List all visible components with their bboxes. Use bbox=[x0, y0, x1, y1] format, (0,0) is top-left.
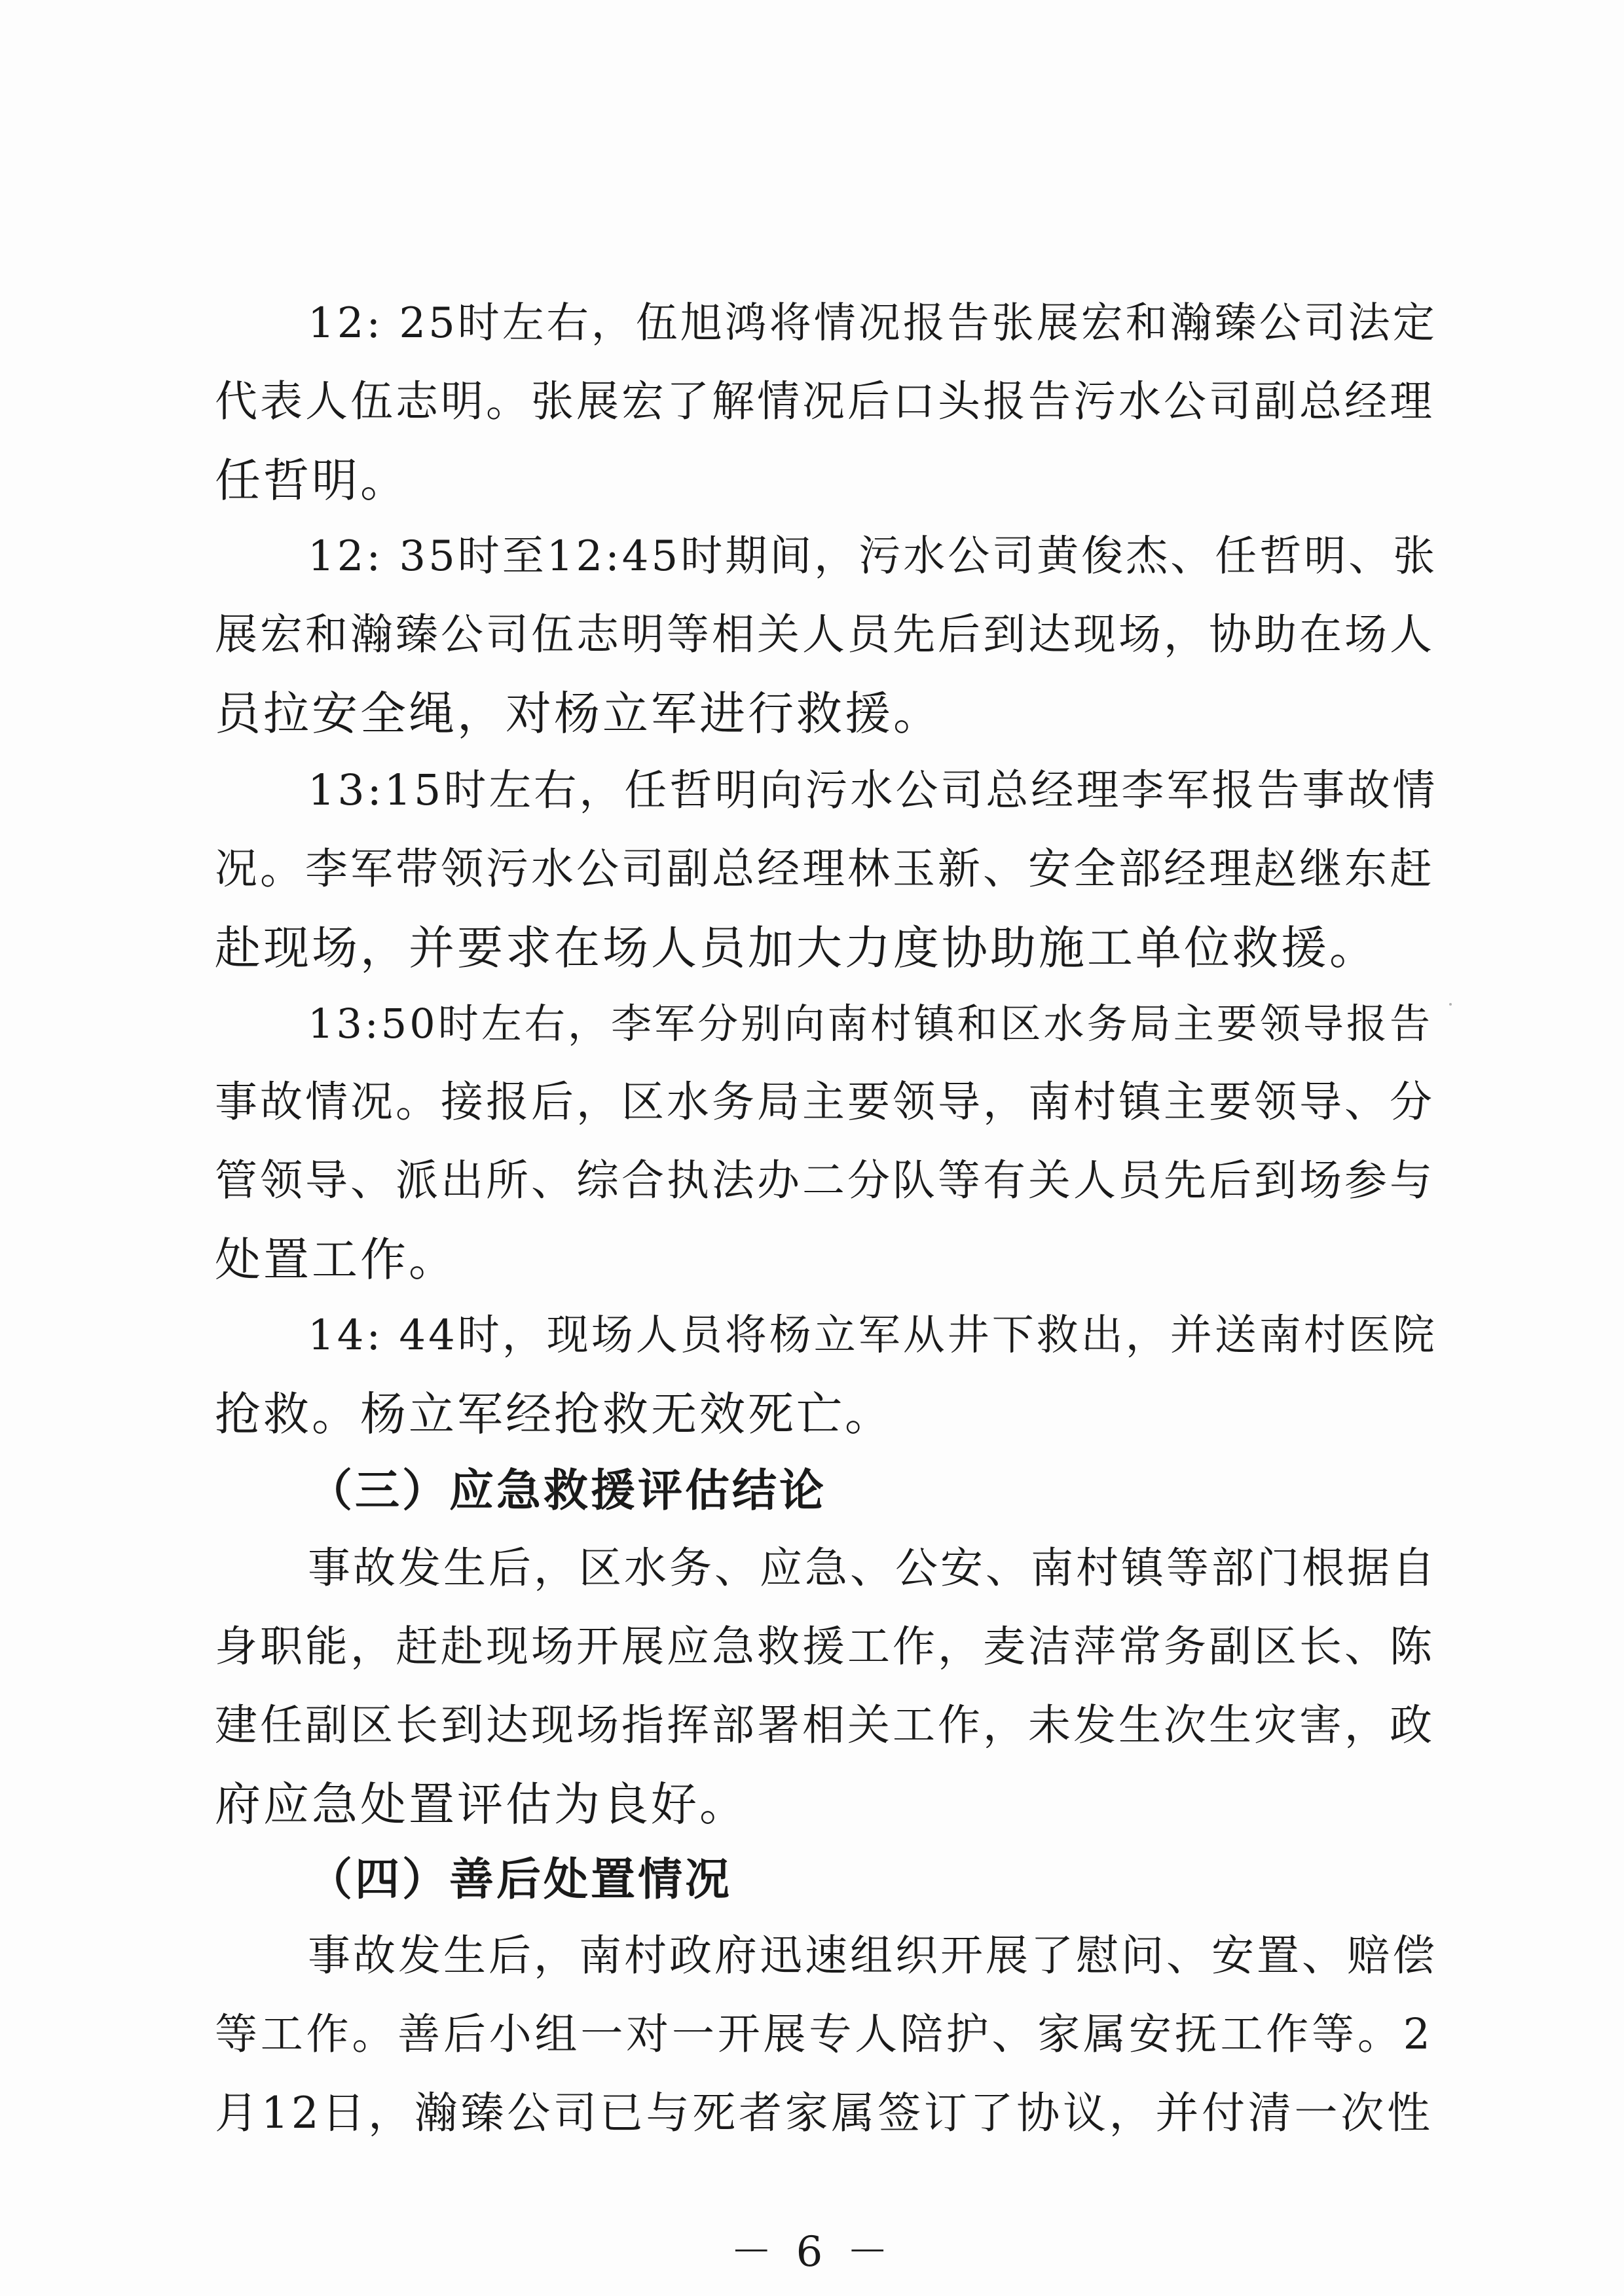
paragraph-1-line-2: 代表人伍志明。张展宏了解情况后口头报告污水公司副总经理 bbox=[215, 377, 1435, 426]
section-4-heading: （四）善后处置情况 bbox=[308, 1854, 733, 1906]
section-4-line-2: 等工作。善后小组一对一开展专人陪护、家属安抚工作等。2 bbox=[215, 2010, 1433, 2059]
paragraph-2-line-2: 展宏和瀚臻公司伍志明等相关人员先后到达现场，协助在场人 bbox=[215, 610, 1435, 659]
paragraph-3-line-2: 况。李军带领污水公司副总经理林玉新、安全部经理赵继东赶 bbox=[215, 845, 1435, 894]
section-3-heading: （三）应急救援评估结论 bbox=[308, 1465, 827, 1517]
paragraph-5-line-2: 抢救。杨立军经抢救无效死亡。 bbox=[215, 1387, 893, 1441]
paragraph-4-line-4: 处置工作。 bbox=[215, 1233, 457, 1286]
paragraph-3-line-3: 赴现场，并要求在场人员加大力度协助施工单位救援。 bbox=[215, 921, 1378, 975]
section-4-line-3: 月12日，瀚臻公司已与死者家属签订了协议，并付清一次性 bbox=[215, 2088, 1433, 2138]
section-3-line-2: 身职能，赶赴现场开展应急救援工作，麦洁萍常务副区长、陈 bbox=[215, 1622, 1435, 1671]
paragraph-4-line-2: 事故情况。接报后，区水务局主要领导，南村镇主要领导、分 bbox=[215, 1078, 1435, 1127]
section-3-line-1: 事故发生后，区水务、应急、公安、南村镇等部门根据自 bbox=[308, 1544, 1438, 1593]
paragraph-2-line-3: 员拉安全绳，对杨立军进行救援。 bbox=[215, 687, 942, 740]
section-3-line-4: 府应急处置评估为良好。 bbox=[215, 1777, 748, 1831]
paragraph-1-line-3: 任哲明。 bbox=[215, 454, 409, 507]
paragraph-2-line-1: 12: 35时至12:45时期间，污水公司黄俊杰、任哲明、张 bbox=[308, 532, 1438, 581]
paragraph-4-line-3: 管领导、派出所、综合执法办二分队等有关人员先后到场参与 bbox=[215, 1156, 1435, 1205]
page-number: － 6 － bbox=[730, 2228, 894, 2276]
paragraph-1-line-1: 12: 25时左右，伍旭鸿将情况报告张展宏和瀚臻公司法定 bbox=[308, 299, 1437, 348]
section-3-line-3: 建任副区长到达现场指挥部署相关工作，未发生次生灾害，政 bbox=[215, 1701, 1435, 1750]
paragraph-3-line-1: 13:15时左右，任哲明向污水公司总经理李军报告事故情 bbox=[308, 766, 1438, 815]
scan-speck bbox=[1449, 1003, 1452, 1006]
paragraph-4-line-1: 13:50时左右，李军分别向南村镇和区水务局主要领导报告 bbox=[308, 1000, 1433, 1048]
section-4-line-1: 事故发生后，南村政府迅速组织开展了慰问、安置、赔偿 bbox=[308, 1931, 1438, 1980]
paragraph-5-line-1: 14: 44时，现场人员将杨立军从井下救出，并送南村医院 bbox=[308, 1311, 1437, 1360]
